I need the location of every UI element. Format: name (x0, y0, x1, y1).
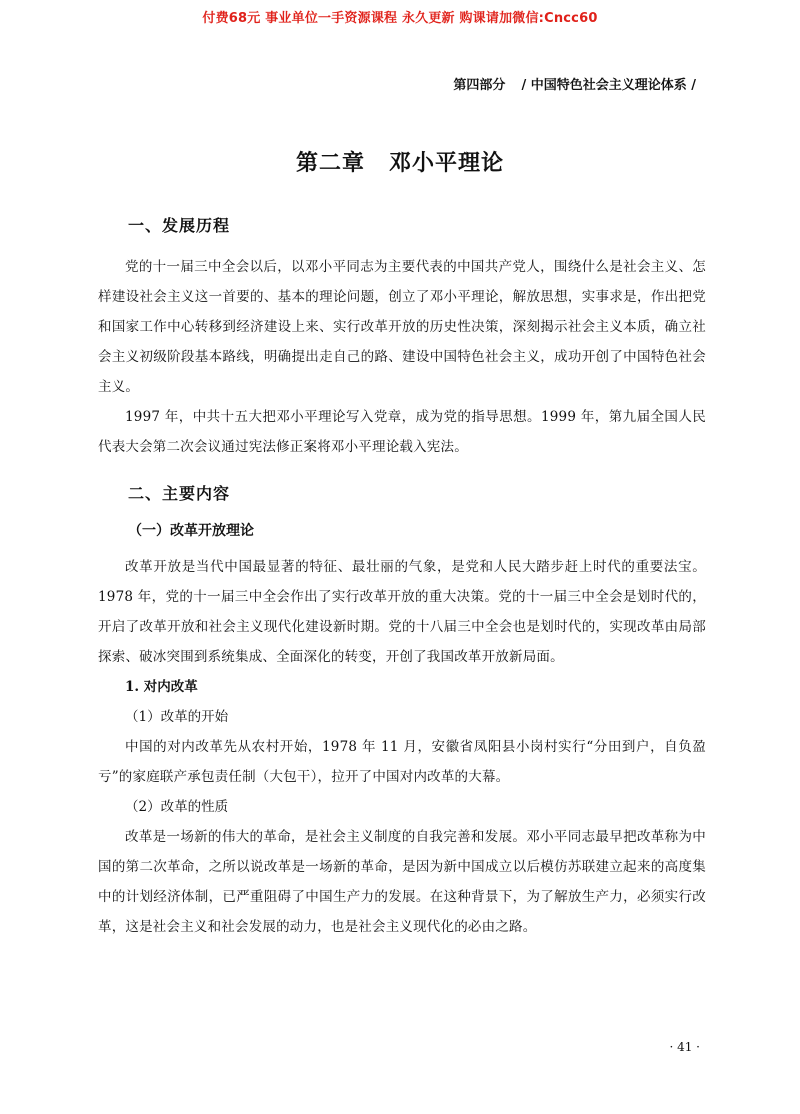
item-reform-nature: （2）改革的性质 (125, 799, 229, 815)
paragraph-reform-1: 改革开放是当代中国最显著的特征、最壮丽的气象，是党和人民大踏步赶上时代的重要法宝。1978 年，党的十一届三中全会作出了实行改革开放的重大决策。党的十一届三中全会是划时代的，开启了改革开放和社会主义现代化建设新时期。党的十八届三中全会也是划时代的，实现改革由局部探索、破冰突围到系统集成、全面深化的转变，开创了我国改革开放新局面。 (98, 559, 706, 665)
chapter-title (0, 146, 800, 177)
paragraph-development-1: 党的十一届三中全会以后，以邓小平同志为主要代表的中国共产党人，围绕什么是社会主义、怎样建设社会主义这一首要的、基本的理论问题，创立了邓小平理论，解放思想，实事求是，作出把党和国家工作中心转移到经济建设上来、实行改革开放的历史性决策，深刻揭示社会主义本质，确立社会主义初级阶段基本路线，明确提出走自己的路、建设中国特色社会主义，成功开创了中国特色社会主义。 (98, 259, 706, 395)
section-heading-main-content: 二、主要内容 (128, 484, 231, 503)
paragraph-reform-start: 中国的对内改革先从农村开始，1978 年 11 月，安徽省凤阳县小岗村实行“分田到户，自负盈亏”的家庭联产承包责任制（大包干），拉开了中国对内改革的大幕。 (98, 739, 706, 785)
running-head-title: / 中国特色社会主义理论体系 / (521, 78, 696, 93)
spacer (98, 242, 706, 252)
running-head (453, 74, 696, 93)
subsection-heading-reform: （一）改革开放理论 (128, 523, 254, 539)
item-domestic-reform: 1. 对内改革 (125, 679, 198, 695)
section-heading-development: 一、发展历程 (128, 216, 231, 235)
promo-banner: 付费68元 事业单位一手资源课程 永久更新 购课请加微信:Cncc60 (202, 11, 598, 26)
paragraph-development-2: 1997 年，中共十五大把邓小平理论写入党章，成为党的指导思想。1999 年，第九届全国人民代表大会第二次会议通过宪法修正案将邓小平理论载入宪法。 (98, 409, 706, 455)
running-head-part: 第四部分 (453, 78, 506, 93)
paragraph-reform-nature: 改革是一场新的伟大的革命，是社会主义制度的自我完善和发展。邓小平同志最早把改革称为中国的第二次革命，之所以说改革是一场新的革命，是因为新中国成立以后模仿苏联建立起来的高度集中的计划经济体制，已严重阻碍了中国生产力的发展。在这种背景下，为了解放生产力，必须实行改革，这是社会主义和社会发展的动力，也是社会主义现代化的必由之路。 (98, 829, 706, 935)
page-number: · 41 · (669, 1040, 700, 1054)
chapter-name: 邓小平理论 (389, 151, 505, 176)
chapter-number: 第二章 (295, 151, 365, 176)
page-content (98, 210, 706, 942)
spacer (98, 462, 706, 478)
item-reform-start: （1）改革的开始 (125, 709, 229, 725)
